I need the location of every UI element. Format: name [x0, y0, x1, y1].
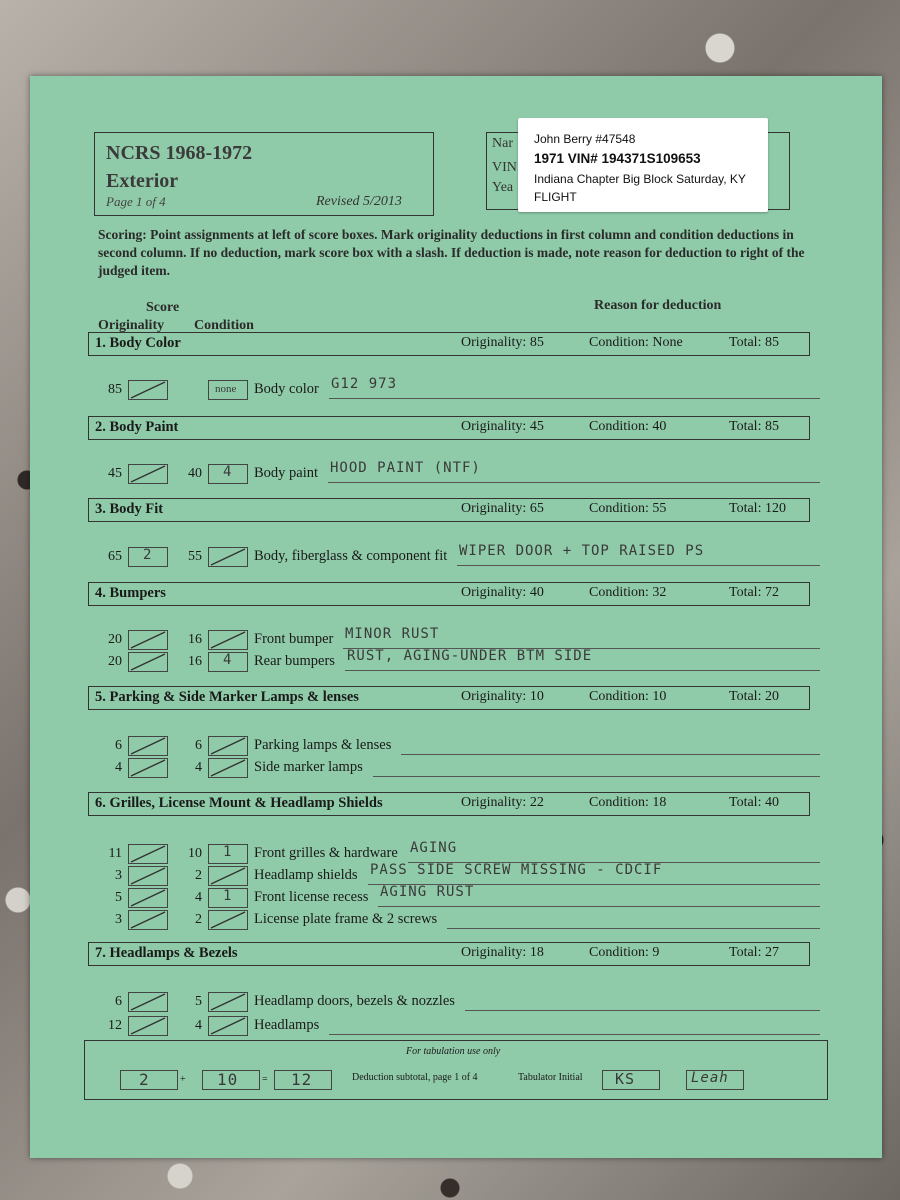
section-title: 3. Body Fit — [95, 501, 164, 517]
originality-score-box[interactable] — [128, 888, 168, 908]
condition-score-box[interactable] — [208, 1016, 248, 1036]
score-row — [30, 736, 882, 758]
section-total: Total: 85 — [729, 335, 779, 350]
originality-score-box[interactable] — [128, 866, 168, 886]
originality-score-box[interactable] — [128, 910, 168, 930]
condition-points: 4 — [195, 1018, 202, 1033]
entrant-flight: FLIGHT — [534, 190, 577, 204]
score-header: Score — [146, 300, 180, 315]
deduction-total-box[interactable] — [274, 1070, 332, 1090]
condition-points: 16 — [188, 654, 202, 669]
section-originality: Originality: 10 — [461, 689, 544, 704]
condition-deduction: none — [215, 383, 237, 395]
section-title: 6. Grilles, License Mount & Headlamp Shields — [95, 795, 383, 811]
originality-score-box[interactable] — [128, 758, 168, 778]
originality-score-box[interactable] — [128, 736, 168, 756]
judged-item-label: License plate frame & 2 screws — [254, 911, 438, 927]
originality-points: 20 — [108, 632, 122, 647]
judged-item-label: Front license recess — [254, 889, 369, 905]
reason-header: Reason for deduction — [594, 298, 722, 313]
section-title: 4. Bumpers — [95, 585, 166, 601]
section-total: Total: 27 — [729, 945, 779, 960]
vin-label: VIN — [492, 160, 517, 175]
originality-score-box[interactable] — [128, 380, 168, 400]
condition-points: 5 — [195, 994, 202, 1009]
judged-item-label: Front bumper — [254, 631, 334, 647]
condition-points: 2 — [195, 912, 202, 927]
originality-points: 85 — [108, 382, 122, 397]
reason-line — [447, 928, 820, 929]
reason-line — [401, 754, 820, 755]
originality-subtotal-box[interactable] — [120, 1070, 178, 1090]
condition-score-box[interactable] — [208, 652, 248, 672]
condition-subtotal-box[interactable] — [202, 1070, 260, 1090]
section-total: Total: 40 — [729, 795, 779, 810]
section-total: Total: 72 — [729, 585, 779, 600]
equals-sign: = — [262, 1074, 268, 1085]
originality-score-box[interactable] — [128, 464, 168, 484]
condition-deduction: 4 — [223, 652, 233, 668]
score-row — [30, 758, 882, 780]
form-title: NCRS 1968-1972 — [106, 142, 253, 164]
originality-deduction: 2 — [143, 547, 153, 563]
section-header-7 — [88, 942, 810, 966]
condition-points: 10 — [188, 846, 202, 861]
originality-points: 6 — [115, 994, 122, 1009]
reason-line — [329, 398, 820, 399]
tabulator-initial-box-2[interactable] — [686, 1070, 744, 1090]
condition-points: 16 — [188, 632, 202, 647]
originality-score-box[interactable] — [128, 547, 168, 567]
originality-subtotal: 2 — [139, 1070, 150, 1089]
section-total: Total: 85 — [729, 419, 779, 434]
page-number: Page 1 of 4 — [106, 194, 166, 209]
revision-date: Revised 5/2013 — [316, 194, 402, 209]
scoring-instructions — [98, 226, 828, 280]
judged-item-label: Body, fiberglass & component fit — [254, 548, 448, 564]
score-row — [30, 648, 882, 674]
judged-item-label: Body paint — [254, 465, 319, 481]
originality-score-box[interactable] — [128, 1016, 168, 1036]
tabulator-initial-2: Leah — [691, 1070, 729, 1086]
year-label: Yea — [492, 180, 514, 195]
condition-score-box[interactable] — [208, 736, 248, 756]
deduction-reason: RUST, AGING-UNDER BTM SIDE — [347, 648, 593, 664]
condition-deduction: 4 — [223, 464, 233, 480]
section-header-4 — [88, 582, 810, 606]
originality-points: 6 — [115, 738, 122, 753]
form-subtitle: Exterior — [106, 170, 179, 192]
originality-score-box[interactable] — [128, 652, 168, 672]
section-total: Total: 120 — [729, 501, 786, 516]
section-title: 1. Body Color — [95, 335, 181, 351]
section-total: Total: 20 — [729, 689, 779, 704]
originality-points: 4 — [115, 760, 122, 775]
reason-line — [457, 565, 820, 566]
section-originality: Originality: 40 — [461, 585, 544, 600]
condition-points: 2 — [195, 868, 202, 883]
originality-score-box[interactable] — [128, 630, 168, 650]
condition-points: 6 — [195, 738, 202, 753]
tabulator-initial-box-1[interactable] — [602, 1070, 660, 1090]
condition-deduction: 1 — [223, 888, 233, 904]
judged-item-label: Headlamp doors, bezels & nozzles — [254, 993, 455, 1009]
originality-points: 5 — [115, 890, 122, 905]
originality-points: 45 — [108, 466, 122, 481]
score-row — [30, 543, 882, 569]
section-condition: Condition: 10 — [589, 689, 667, 704]
reason-line — [328, 482, 820, 483]
reason-line — [465, 1010, 820, 1011]
instructions-text: Point assignments at left of score boxes. Mark originality deductions in first column and condition deductions in second column. If no deduction, mark score box with a slash. If deduction is made, note reason for deduction to right of the judged item. — [98, 227, 805, 278]
originality-score-box[interactable] — [128, 844, 168, 864]
score-row — [30, 1016, 882, 1038]
section-originality: Originality: 18 — [461, 945, 544, 960]
section-header-2 — [88, 416, 810, 440]
condition-score-box[interactable] — [208, 758, 248, 778]
condition-deduction: 1 — [223, 844, 233, 860]
section-title: 7. Headlamps & Bezels — [95, 945, 238, 961]
judged-item-label: Parking lamps & lenses — [254, 737, 392, 753]
reason-line — [329, 1034, 820, 1035]
section-title: 2. Body Paint — [95, 419, 179, 435]
deduction-reason: G12 973 — [331, 376, 398, 392]
reason-line — [345, 670, 820, 671]
deduction-reason: HOOD PAINT (NTF) — [330, 460, 481, 476]
deduction-reason: MINOR RUST — [345, 626, 440, 642]
deduction-reason: AGING — [410, 840, 458, 856]
condition-score-box[interactable] — [208, 910, 248, 930]
name-label: Nar — [492, 136, 513, 151]
section-originality: Originality: 22 — [461, 795, 544, 810]
condition-score-box[interactable] — [208, 866, 248, 886]
deduction-total: 12 — [291, 1070, 313, 1089]
score-row — [30, 992, 882, 1014]
reason-line — [378, 906, 820, 907]
entrant-chapter: Indiana Chapter Big Block Saturday, KY — [534, 172, 746, 186]
condition-score-box[interactable] — [208, 992, 248, 1012]
entrant-sticker — [518, 118, 768, 212]
plus-sign: + — [180, 1074, 186, 1085]
condition-score-box[interactable] — [208, 888, 248, 908]
deduction-reason: AGING RUST — [380, 884, 475, 900]
section-header-1 — [88, 332, 810, 356]
tabulator-initial-label: Tabulator Initial — [518, 1072, 583, 1083]
condition-points: 55 — [188, 549, 202, 564]
section-title: 5. Parking & Side Marker Lamps & lenses — [95, 689, 359, 705]
condition-score-box[interactable] — [208, 630, 248, 650]
condition-score-box[interactable] — [208, 547, 248, 567]
section-header-6 — [88, 792, 810, 816]
judged-item-label: Side marker lamps — [254, 759, 363, 775]
condition-subtotal: 10 — [217, 1070, 239, 1089]
section-condition: Condition: None — [589, 335, 683, 350]
originality-points: 11 — [108, 846, 122, 861]
judging-sheet — [30, 76, 882, 1158]
section-originality: Originality: 45 — [461, 419, 544, 434]
originality-points: 20 — [108, 654, 122, 669]
tabulator-initial-1: KS — [615, 1070, 636, 1088]
deduction-reason: WIPER DOOR + TOP RAISED PS — [459, 543, 705, 559]
entrant-vin: 1971 VIN# 194371S109653 — [534, 151, 701, 166]
originality-points: 65 — [108, 549, 122, 564]
section-condition: Condition: 9 — [589, 945, 660, 960]
section-originality: Originality: 65 — [461, 501, 544, 516]
judged-item-label: Rear bumpers — [254, 653, 335, 669]
section-originality: Originality: 85 — [461, 335, 544, 350]
reason-line — [373, 776, 820, 777]
judged-item-label: Front grilles & hardware — [254, 845, 398, 861]
originality-header: Originality — [98, 318, 165, 333]
score-row — [30, 910, 882, 932]
condition-header: Condition — [194, 318, 254, 333]
condition-points: 4 — [195, 760, 202, 775]
condition-score-box[interactable] — [208, 844, 248, 864]
section-condition: Condition: 32 — [589, 585, 667, 600]
condition-points: 40 — [188, 466, 202, 481]
score-row — [30, 460, 882, 486]
deduction-subtotal-label: Deduction subtotal, page 1 of 4 — [352, 1072, 478, 1083]
entrant-name: John Berry #47548 — [534, 132, 636, 146]
section-condition: Condition: 18 — [589, 795, 667, 810]
originality-points: 3 — [115, 912, 122, 927]
score-row — [30, 884, 882, 910]
section-header-3 — [88, 498, 810, 522]
originality-points: 3 — [115, 868, 122, 883]
condition-points: 4 — [195, 890, 202, 905]
judged-item-label: Body color — [254, 381, 319, 397]
tabulation-title: For tabulation use only — [406, 1046, 501, 1057]
judged-item-label: Headlamps — [254, 1017, 320, 1033]
condition-score-box[interactable] — [208, 380, 248, 400]
section-condition: Condition: 55 — [589, 501, 667, 516]
judged-item-label: Headlamp shields — [254, 867, 358, 883]
deduction-reason: PASS SIDE SCREW MISSING - CDCIF — [370, 862, 663, 878]
section-header-5 — [88, 686, 810, 710]
originality-points: 12 — [108, 1018, 122, 1033]
condition-score-box[interactable] — [208, 464, 248, 484]
instructions-lead: Scoring: — [98, 227, 147, 242]
section-condition: Condition: 40 — [589, 419, 667, 434]
score-row — [30, 376, 882, 402]
originality-score-box[interactable] — [128, 992, 168, 1012]
